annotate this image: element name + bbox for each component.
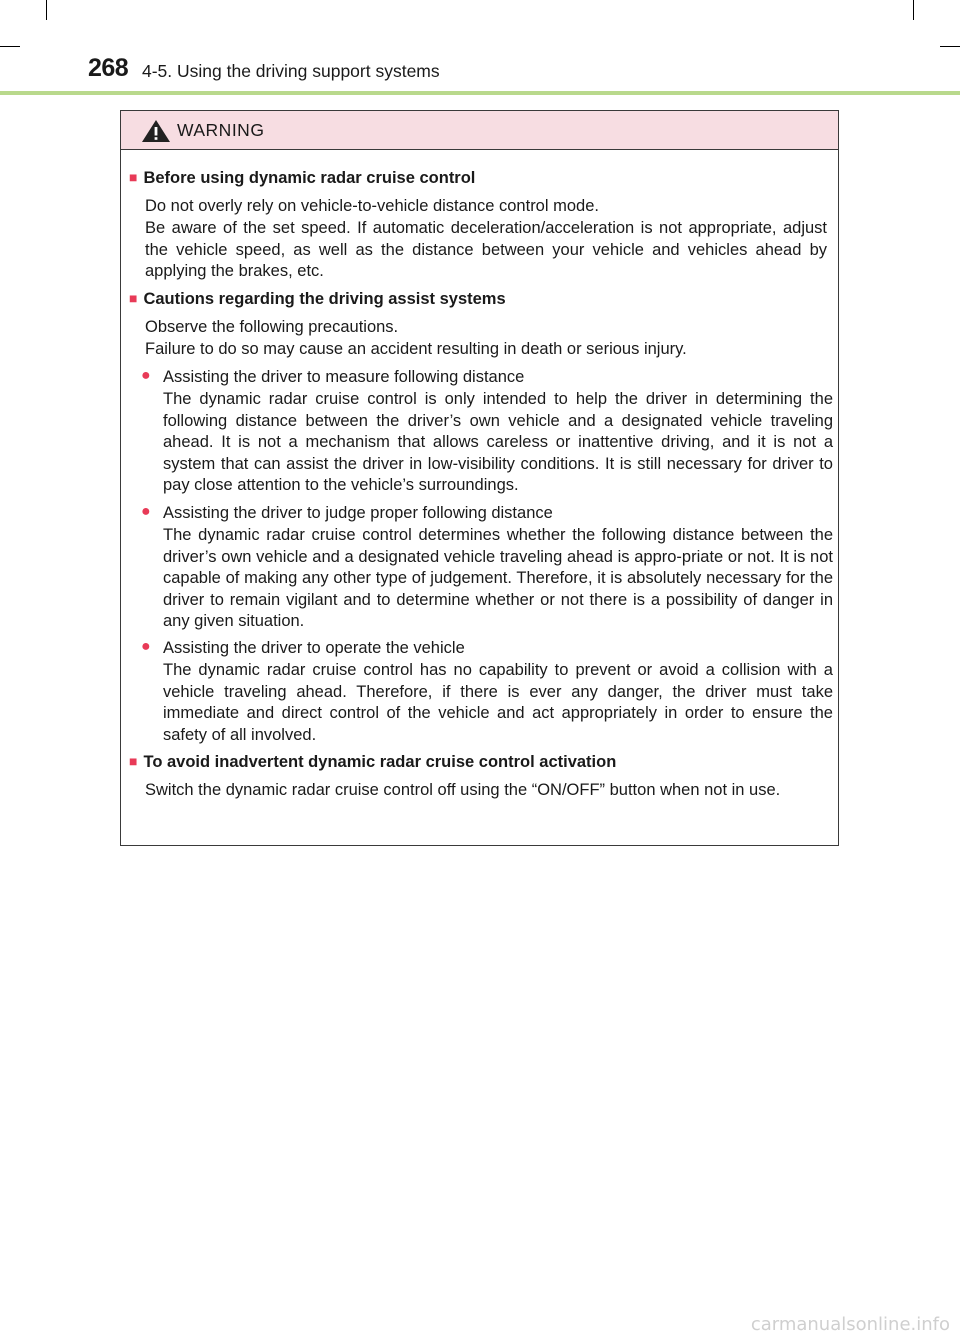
paragraph: Failure to do so may cause an accident resulting in death or serious injury. bbox=[145, 340, 687, 358]
circle-bullet-icon: ● bbox=[141, 503, 151, 520]
header-rule bbox=[0, 91, 960, 95]
warning-triangle-icon bbox=[141, 119, 171, 143]
section-heading: ■ To avoid inadvertent dynamic radar cruise control activation bbox=[129, 753, 617, 771]
paragraph: Be aware of the set speed. If automatic deceleration/acceleration is not appropriate, adjust the vehicle speed, as well as the distance between your vehicle and vehicles ahead by applying the brakes, etc. bbox=[145, 219, 827, 280]
warning-box: WARNING ■ Before using dynamic radar cruise control Do not overly rely on vehicle-to-vehicle distance control mode. Be aware of the set speed. If automatic deceleration/acceleration is not appropriate, adjust the vehicle speed, as well as the distance between your vehicle and vehicles ahead by applying the brakes, etc. ■ Cautions regarding the driving assist systems Observe the following precautions. Failure to do so may cause an accident resulting in death or serious injury. ● Assisting the driver to measure following distance The dynamic radar cruise control is only intended to help the driver in determining the following distance between the driver’s own vehicle and a designated vehicle traveling ahead. It is not a mechanism that allows careless or inattentive driving, and it is not a system that can assist the driver in low-visibility conditions. It is still necessary for driver to pay close attention to the vehicle’s surroundings. ● Assisting the driver to judge proper following distance The dynamic radar cruise control determines whether the following distance between the driver’s own vehicle and a designated vehicle traveling ahead is appro-priate or not. It is not capable of making any other type of judgement. Therefore, it is absolutely necessary for the driver to remain vigilant and to determine whether or not there is a possibility of danger in any given situation. ● Assisting the driver to operate the vehicle The dynamic radar cruise control has no capability to prevent or avoid a collision with a vehicle traveling ahead. Therefore, if there is ever any danger, the driver must take immediate and direct control of the vehicle and act appropriately in order to ensure the safety of all involved. ■ To avoid inadvertent dynamic radar cruise control activation Switch the dynamic radar cruise control off using the “ON/OFF” button when not in use. bbox=[120, 110, 839, 846]
crop-mark-top-right bbox=[913, 0, 914, 20]
warning-title: WARNING bbox=[177, 120, 265, 140]
circle-bullet-icon: ● bbox=[141, 367, 151, 384]
section-heading: ■ Cautions regarding the driving assist systems bbox=[129, 290, 506, 308]
section-heading: ■ Before using dynamic radar cruise control bbox=[129, 169, 476, 187]
crop-mark-top-left-h bbox=[0, 46, 20, 47]
warning-header bbox=[121, 111, 838, 150]
square-bullet-icon: ■ bbox=[129, 169, 138, 185]
paragraph: Switch the dynamic radar cruise control off using the “ON/OFF” button when not in use. bbox=[145, 781, 781, 799]
page-header bbox=[88, 52, 948, 92]
section-title: 4-5. Using the driving support systems bbox=[142, 61, 440, 81]
paragraph: Observe the following precautions. bbox=[145, 318, 399, 336]
square-bullet-icon: ■ bbox=[129, 290, 138, 306]
paragraph: Do not overly rely on vehicle-to-vehicle distance control mode. bbox=[145, 197, 599, 215]
crop-mark-top-left bbox=[46, 0, 47, 20]
page-number: 268 bbox=[88, 54, 129, 82]
square-bullet-icon: ■ bbox=[129, 753, 138, 769]
watermark: carmanualsonline.info bbox=[750, 1314, 950, 1335]
crop-mark-top-right-h bbox=[940, 46, 960, 47]
circle-bullet-icon: ● bbox=[141, 638, 151, 655]
